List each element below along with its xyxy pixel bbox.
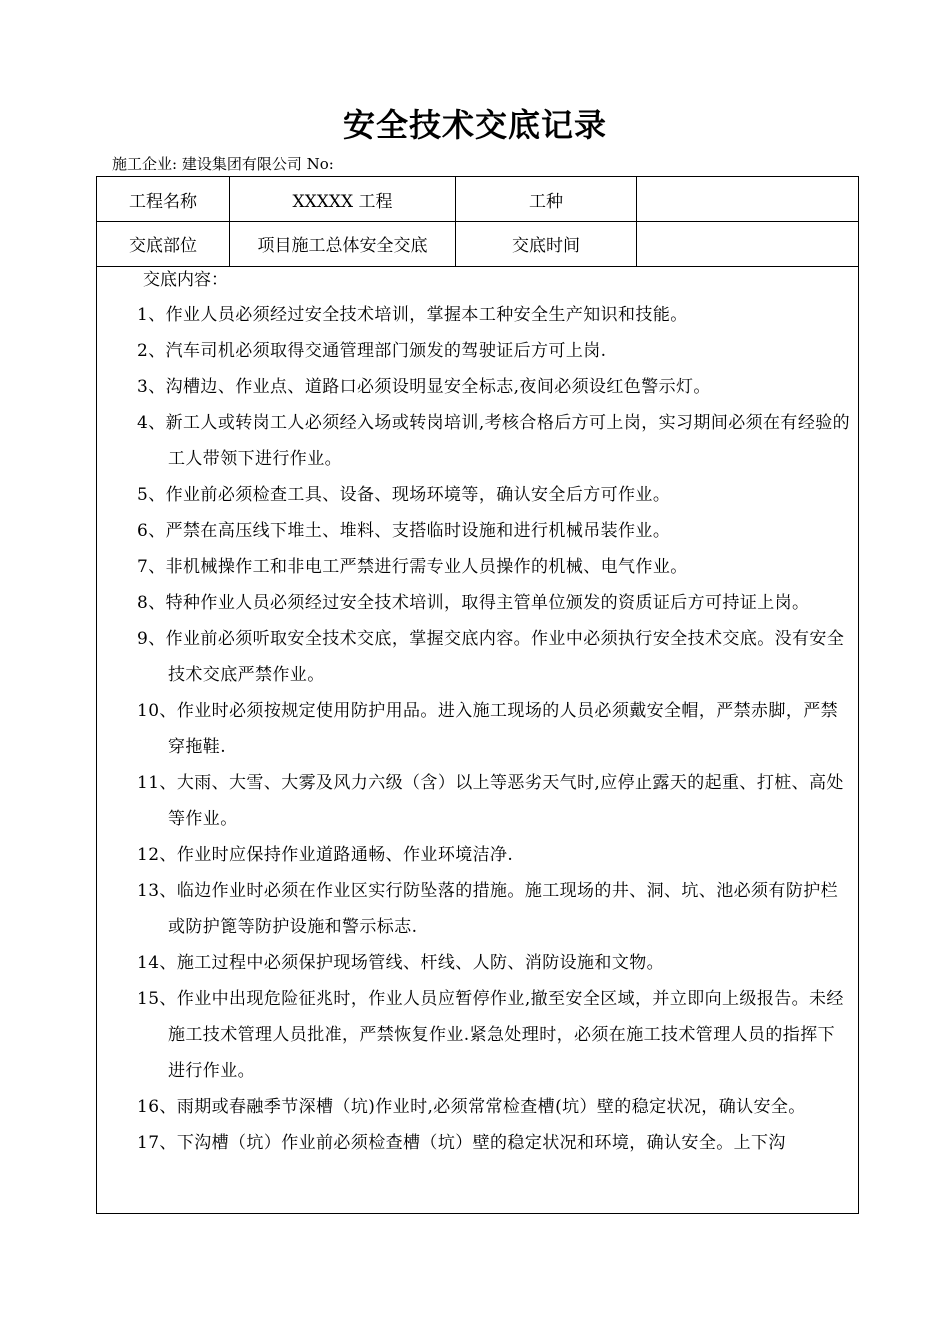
document-title: 安全技术交底记录 [342,106,607,144]
list-item: 11、大雨、大雪、大雾及风力六级（含）以上等恶劣天气时,应停止露天的起重、打桩、高处等作业。 [137,773,844,829]
list-item: 4、新工人或转岗工人必须经入场或转岗培训,考核合格后方可上岗，实习期间必须在有经验的工人带领下进行作业。 [137,413,851,469]
content-label: 交底内容： [143,270,228,290]
project-name-label: 工程名称 [97,177,230,221]
time-value [637,221,858,266]
list-item: 3、沟槽边、作业点、道路口必须设明显安全标志,夜间必须设红色警示灯。 [137,377,711,397]
list-item: 2、汽车司机必须取得交通管理部门颁发的驾驶证后方可上岗. [137,341,607,361]
record-table [96,176,859,1214]
list-item: 17、下沟槽（坑）作业前必须检查槽（坑）壁的稳定状况和环境，确认安全。上下沟 [137,1133,786,1153]
list-item: 7、非机械操作工和非电工严禁进行需专业人员操作的机械、电气作业。 [137,557,688,577]
list-item: 12、作业时应保持作业道路通畅、作业环境洁净. [137,845,514,865]
list-item: 9、作业前必须听取安全技术交底，掌握交底内容。作业中必须执行安全技术交底。没有安全技术交底严禁作业。 [137,629,845,685]
list-item: 8、特种作业人员必须经过安全技术培训，取得主管单位颁发的资质证后方可持证上岗。 [137,593,810,613]
trade-value [637,177,858,221]
trade-label: 工种 [456,177,637,221]
company-line: 施工企业: 建设集团有限公司 No: [112,155,334,173]
list-item: 14、施工过程中必须保护现场管线、杆线、人防、消防设施和文物。 [137,953,665,973]
list-item: 1、作业人员必须经过安全技术培训，掌握本工种安全生产知识和技能。 [137,305,688,325]
list-item: 10、作业时必须按规定使用防护用品。进入施工现场的人员必须戴安全帽，严禁赤脚，严禁穿拖鞋. [137,701,839,757]
list-item: 13、临边作业时必须在作业区实行防坠落的措施。施工现场的井、洞、坑、池必须有防护栏或防护篦等防护设施和警示标志. [137,881,839,937]
content-list [137,297,852,1161]
list-item: 15、作业中出现危险征兆时，作业人员应暂停作业,撤至安全区域，并立即向上级报告。未经施工技术管理人员批准，严禁恢复作业.紧急处理时，必须在施工技术管理人员的指挥下进行作业。 [137,989,844,1081]
location-value: 项目施工总体安全交底 [230,221,456,266]
list-item: 6、严禁在高压线下堆土、堆料、支搭临时设施和进行机械吊装作业。 [137,521,671,541]
list-item: 16、雨期或春融季节深槽（坑)作业时,必须常常检查槽(坑）壁的稳定状况，确认安全。 [137,1097,806,1117]
time-label: 交底时间 [456,221,637,266]
location-label: 交底部位 [97,221,230,266]
list-item: 5、作业前必须检查工具、设备、现场环境等，确认安全后方可作业。 [137,485,671,505]
project-name-value: XXXXX 工程 [230,177,456,221]
table-row-project [97,177,858,222]
table-row-location [97,221,858,267]
